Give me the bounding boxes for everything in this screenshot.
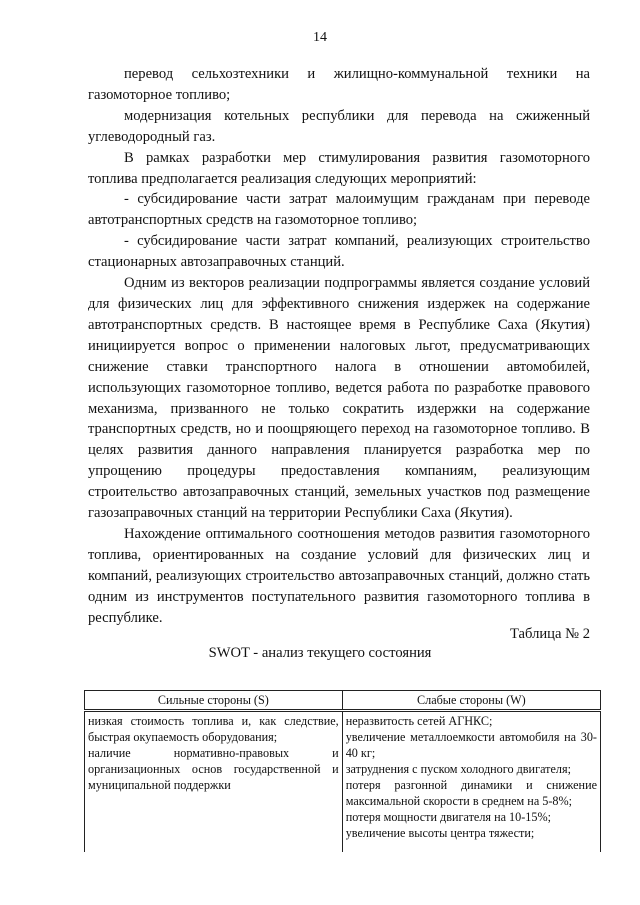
page-number: 14 (313, 30, 327, 45)
body-text (88, 64, 590, 628)
strengths-header: Сильные стороны (S) (85, 691, 343, 711)
paragraph: Одним из векторов реализации подпрограммы является создание условий для физических лиц для эффективного снижения издержек на содержание автотранспортных средств. В настоящее время в Республике Саха (Якутия) инициируется вопрос о применении налоговых льгот, предусматривающих снижение ставки транспортного налога в отношении автомобилей, использующих газомоторное топливо, ведется работа по разработке правового механизма, призванного не только сократить издержки на содержание транспортных средств, но и поощряющего переход на газомоторное топливо. В целях развития данного направления планируется разработка мер по упрощению процедуры предоставления компаниям, реализующим строительство автозаправочных станций, земельных участков под размещение газозаправочных станций на территории Республики Саха (Якутия). (88, 275, 590, 522)
weakness-item: увеличение высоты центра тяжести; (345, 826, 535, 840)
swot-table (84, 690, 601, 852)
weakness-item: затруднения с пуском холодного двигателя; (345, 762, 571, 776)
weakness-item: потеря мощности двигателя на 10-15%; (345, 810, 552, 824)
strength-item: низкая стоимость топлива и, как следствие, быстрая окупаемость оборудования; (88, 714, 339, 744)
paragraph: - субсидирование части затрат малоимущим гражданам при переводе автотранспортных средств на газомоторное топливо; (88, 191, 590, 229)
paragraph: - субсидирование части затрат компаний, реализующих строительство стационарных автозаправочных станций. (88, 233, 590, 271)
strength-item: наличие нормативно-правовых и организационных основ государственной и муниципальной поддержки (88, 746, 339, 792)
weaknesses-header: Слабые стороны (W) (342, 691, 600, 711)
table-title: SWOT - анализ текущего состояния (208, 645, 432, 661)
paragraph: В рамках разработки мер стимулирования развития газомоторного топлива предполагается реализация следующих мероприятий: (88, 149, 590, 187)
paragraph: перевод сельхозтехники и жилищно-коммунальной техники на газомоторное топливо; (88, 66, 590, 103)
weaknesses-cell (342, 711, 600, 853)
strengths-cell (85, 711, 343, 853)
paragraph: модернизация котельных республики для перевода на сжиженный углеводородный газ. (88, 107, 590, 145)
paragraph: Нахождение оптимального соотношения методов развития газомоторного топлива, ориентированных на создание условий для физических лиц и компаний, реализующих строительство автозаправочных станций, должно стать одним из инструментов поступательного развития газомоторного топлива в республике. (88, 525, 590, 626)
weakness-item: потеря разгонной динамики и снижение максимальной скорости в среднем на 5-8%; (345, 778, 597, 808)
weakness-item: неразвитость сетей АГНКС; (345, 714, 493, 728)
weakness-item: увеличение металлоемкости автомобиля на 30-40 кг; (345, 730, 597, 760)
table-caption: Таблица № 2 (510, 626, 590, 642)
